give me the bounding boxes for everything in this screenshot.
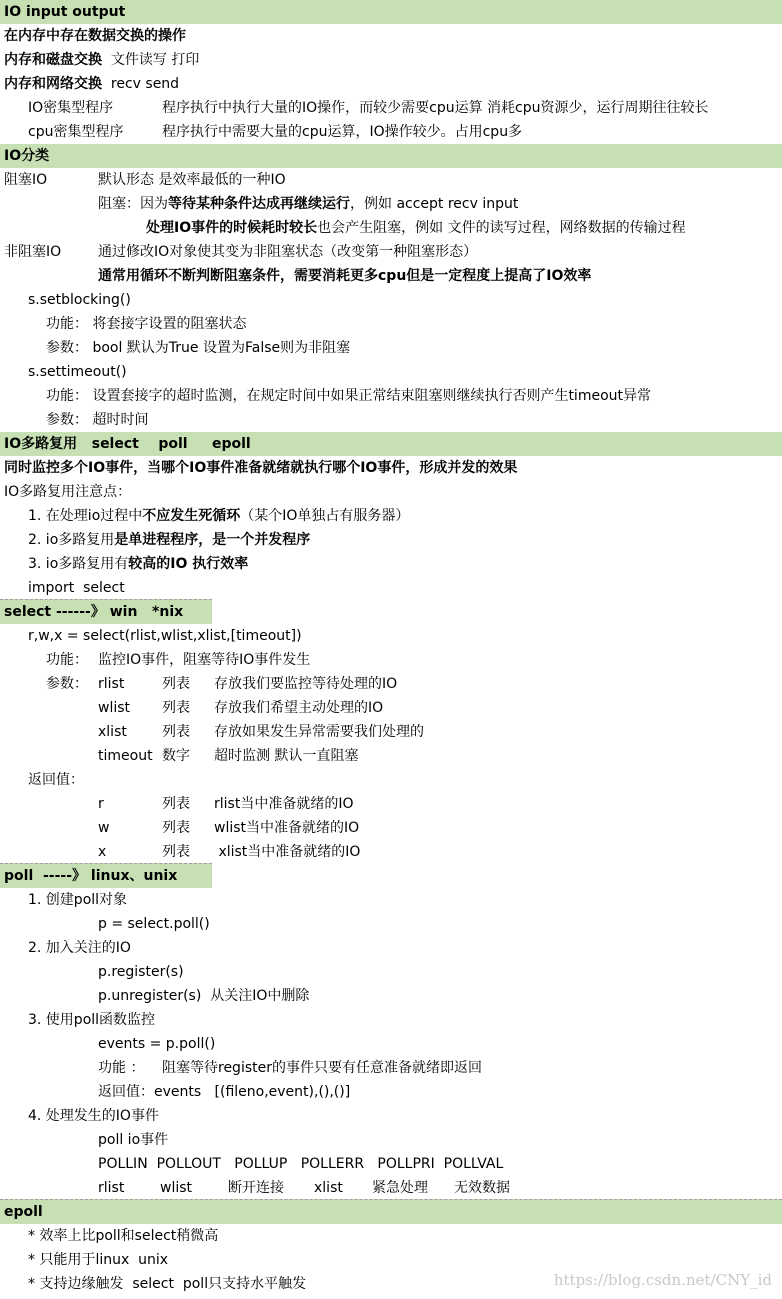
note-item-1 — [0, 504, 782, 528]
memory-disk-examples: 文件读写 打印 — [110, 52, 200, 68]
select-param-row-0 — [0, 672, 782, 696]
select-param-row-1 — [0, 696, 782, 720]
nonblocking-io-desc: 通过修改IO对象使其变为非阻塞状态（改变第一种阻塞形态） — [98, 244, 478, 260]
select-function-line — [0, 648, 782, 672]
section-header-io-classification: IO分类 — [0, 144, 782, 168]
return-name: x — [98, 844, 107, 860]
memory-network-examples: recv send — [110, 76, 180, 92]
nonblocking-io-term: 非阻塞IO — [4, 244, 62, 260]
note-1-prefix: 1. 在处理io过程中 — [28, 508, 143, 524]
poll-step-1: 1. 创建poll对象 — [28, 892, 128, 908]
param-name: rlist — [98, 676, 125, 692]
memory-network-label: 内存和网络交换 — [4, 76, 102, 92]
note-item-3 — [0, 552, 782, 576]
mapping-invalid: 无效数据 — [454, 1180, 510, 1196]
blocking-reason-prefix: 阻塞：因为 — [98, 196, 168, 212]
io-bound-desc: 程序执行中执行大量的IO操作，而较少需要cpu运算 消耗cpu资源少，运行周期往往较长 — [162, 100, 709, 116]
select-param-row-2 — [0, 720, 782, 744]
settimeout-signature: s.settimeout() — [28, 364, 127, 380]
param-name: xlist — [98, 724, 127, 740]
cpu-bound-line — [0, 120, 782, 144]
param-desc: 存放如果发生异常需要我们处理的 — [214, 724, 424, 740]
poll-step-2-unregister: p.unregister(s) 从关注IO中删除 — [98, 988, 310, 1004]
return-type: 列表 — [162, 844, 190, 860]
poll-step-2-register: p.register(s) — [98, 964, 184, 980]
blocking-io-line — [0, 168, 782, 192]
io-definition: 在内存中存在数据交换的操作 — [4, 28, 186, 44]
return-desc: wlist当中准备就绪的IO — [214, 820, 360, 836]
select-signature: r,w,x = select(rlist,wlist,xlist,[timeout]) — [28, 628, 302, 644]
return-type: 列表 — [162, 796, 190, 812]
epoll-item-1: * 效率上比poll和select稍微高 — [28, 1228, 219, 1244]
section-header-poll: poll -----》 linux、unix — [0, 863, 212, 888]
poll-function-desc: 阻塞等待register的事件只要有任意准备就绪即返回 — [162, 1060, 482, 1076]
memory-disk-line — [0, 48, 782, 72]
mapping-rlist: rlist — [98, 1180, 125, 1196]
memory-network-line — [0, 72, 782, 96]
settimeout-function: 功能： 设置套接字的超时监测，在规定时间中如果正常结束阻塞则继续执行否则产生timeout异常 — [46, 388, 652, 404]
poll-step-3: 3. 使用poll函数监控 — [28, 1012, 156, 1028]
io-bound-line — [0, 96, 782, 120]
return-name: r — [98, 796, 104, 812]
select-return-row-0 — [0, 792, 782, 816]
param-name: timeout — [98, 748, 153, 764]
setblocking-param: 参数： bool 默认为True 设置为False则为非阻塞 — [46, 340, 351, 356]
blocking-long-line — [0, 216, 782, 240]
mapping-xlist: xlist — [314, 1180, 343, 1196]
return-desc: xlist当中准备就绪的IO — [214, 844, 361, 860]
poll-step-4-events: poll io事件 — [98, 1132, 169, 1148]
mapping-urgent: 紧急处理 — [372, 1180, 428, 1196]
blocking-io-term: 阻塞IO — [4, 172, 48, 188]
settimeout-param: 参数： 超时时间 — [46, 412, 149, 428]
return-desc: rlist当中准备就绪的IO — [214, 796, 354, 812]
section-header-select: select ------》 win *nix — [0, 599, 212, 624]
watermark-url: https://blog.csdn.net/CNY_id — [553, 1271, 772, 1289]
param-desc: 存放我们希望主动处理的IO — [214, 700, 384, 716]
mapping-disconnect: 断开连接 — [228, 1180, 284, 1196]
poll-step-2: 2. 加入关注的IO — [28, 940, 131, 956]
blocking-reason-line — [0, 192, 782, 216]
nonblocking-io-line — [0, 240, 782, 264]
param-type: 列表 — [162, 676, 190, 692]
select-function-label: 功能： — [46, 652, 88, 668]
section-header-io: IO input output — [0, 0, 782, 24]
poll-event-mapping — [0, 1176, 782, 1200]
note-1-bold: 不应发生死循环 — [142, 508, 241, 524]
poll-step-3-return: 返回值：events [(fileno,event),(),()] — [98, 1084, 351, 1100]
param-desc: 超时监测 默认一直阻塞 — [214, 748, 359, 764]
poll-event-constants: POLLIN POLLOUT POLLUP POLLERR POLLPRI POLLVAL — [98, 1156, 504, 1172]
poll-step-3-code: events = p.poll() — [98, 1036, 216, 1052]
cpu-bound-desc: 程序执行中需要大量的cpu运算，IO操作较少。占用cpu多 — [162, 124, 523, 140]
nonblocking-note: 通常用循环不断判断阻塞条件，需要消耗更多cpu但是一定程度上提高了IO效率 — [98, 268, 592, 284]
return-name: w — [98, 820, 110, 836]
multiplexing-notes-title: IO多路复用注意点： — [4, 484, 132, 500]
note-2-prefix: 2. io多路复用 — [28, 532, 115, 548]
note-3-bold: 较高的IO 执行效率 — [128, 556, 249, 572]
cpu-bound-term: cpu密集型程序 — [28, 124, 124, 140]
select-return-row-2 — [0, 840, 782, 864]
blocking-long-bold: 处理IO事件的时候耗时较长 — [146, 220, 318, 236]
memory-disk-label: 内存和磁盘交换 — [4, 52, 102, 68]
blocking-reason-suffix: ，例如 accept recv input — [350, 196, 519, 212]
blocking-io-desc: 默认形态 是效率最低的一种IO — [98, 172, 286, 188]
note-1-suffix: （某个IO单独占有服务器） — [240, 508, 410, 524]
note-3-prefix: 3. io多路复用有 — [28, 556, 129, 572]
import-statement: import select — [28, 580, 125, 596]
return-type: 列表 — [162, 820, 190, 836]
note-2-bold: 是单进程程序，是一个并发程序 — [114, 532, 311, 548]
select-param-label: 参数： — [46, 676, 88, 692]
param-type: 列表 — [162, 700, 190, 716]
setblocking-function: 功能： 将套接字设置的阻塞状态 — [46, 316, 247, 332]
select-return-row-1 — [0, 816, 782, 840]
epoll-item-3: * 支持边缘触发 select poll只支持水平触发 — [28, 1276, 307, 1292]
poll-step-3-function — [0, 1056, 782, 1080]
blocking-long-rest: 也会产生阻塞，例如 文件的读写过程，网络数据的传输过程 — [317, 220, 686, 236]
section-header-io-multiplexing: IO多路复用 select poll epoll — [0, 432, 782, 456]
mapping-wlist: wlist — [160, 1180, 193, 1196]
select-function-desc: 监控IO事件，阻塞等待IO事件发生 — [98, 652, 311, 668]
blocking-reason-bold: 等待某种条件达成再继续运行 — [168, 196, 350, 212]
setblocking-signature: s.setblocking() — [28, 292, 131, 308]
poll-step-1-code: p = select.poll() — [98, 916, 210, 932]
select-return-label: 返回值： — [28, 772, 84, 788]
multiplexing-definition: 同时监控多个IO事件，当哪个IO事件准备就绪就执行哪个IO事件，形成并发的效果 — [4, 460, 518, 476]
param-type: 数字 — [162, 748, 190, 764]
epoll-item-2: * 只能用于linux unix — [28, 1252, 169, 1268]
poll-function-label: 功能 ： — [98, 1060, 145, 1076]
poll-step-4: 4. 处理发生的IO事件 — [28, 1108, 159, 1124]
param-type: 列表 — [162, 724, 190, 740]
param-desc: 存放我们要监控等待处理的IO — [214, 676, 398, 692]
io-bound-term: IO密集型程序 — [28, 100, 114, 116]
param-name: wlist — [98, 700, 131, 716]
note-item-2 — [0, 528, 782, 552]
select-param-row-3 — [0, 744, 782, 768]
section-header-epoll: epoll — [0, 1199, 782, 1224]
